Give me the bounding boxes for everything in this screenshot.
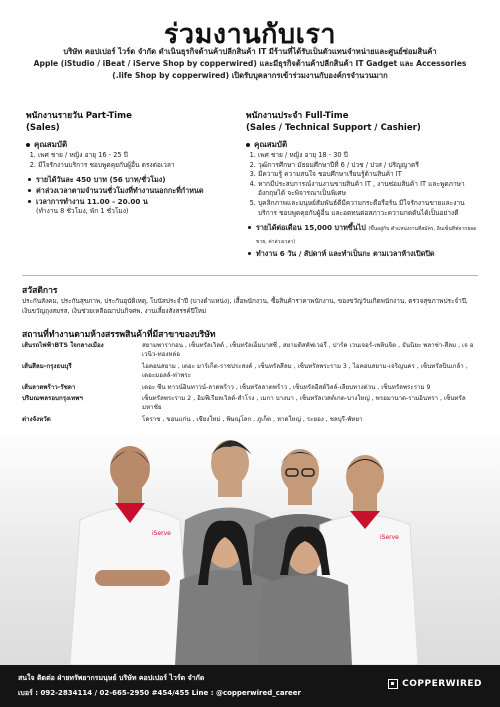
intro-line: (.life Shop by copperwired) เปิดรับบุคลากรเข้าร่วมงานกับองค์กรจำนวนมาก xyxy=(112,71,388,80)
location-row xyxy=(22,394,492,413)
location-zone: เส้นรถไฟฟ้าBTS ใจกลางเมือง xyxy=(22,342,104,349)
benefits-line: ประกันสังคม, ประกันสุขภาพ, ประกันอุบัติเหตุ, โบนัสประจำปี (บางตำแหน่ง), เสื้อพนักงาน, ซื้อสินค้าราคาพนักงาน, ของขวัญวันเกิดพนักงาน, ตรวจสุขภาพประจำปี, xyxy=(22,297,468,305)
location-branches: ไอคอนสยาม , เดอะ มาร์เก็ต-ราชประสงค์ , เซ็นทรัลสีลม , เซ็นทรัลพระราม 3 , ไอคอนสยาม-เจริญนคร , เซ็นทรัลปิ่นเกล้า , เดอะมอลล์-ท่าพระ xyxy=(142,362,468,380)
location-row xyxy=(22,362,492,381)
bullet-icon xyxy=(246,143,250,147)
contact-footer xyxy=(0,665,500,707)
location-branches: เซ็นทรัลพระราม 2 , อิมพีเรียลเวิลด์-สำโรง , เมกา บางนา , เซ็นทรัลเวสต์เกต-บางใหญ่ , พรอมานาด-รามอินทรา , เซ็นทรัลมหาชัย xyxy=(142,395,466,412)
team-member xyxy=(70,446,190,665)
full-time-column xyxy=(246,110,482,259)
location-branches: โคราช , ขอนแก่น , เชียงใหม่ , พิษณุโลก , ภูเก็ต , หาดใหญ่ , ระยอง , ชลบุรี-พัทยา xyxy=(142,415,363,423)
benefits-title: สวัสดิการ xyxy=(22,286,58,296)
location-zone: ปริมณฑลรอบกรุงเทพฯ xyxy=(22,395,83,403)
contact-text: สนใจ ติดต่อ ฝ่ายทรัพยากรมนุษย์ บริษัท คอปเปอร์ ไวร์ด จำกัด xyxy=(18,674,205,682)
intro-line: Apple (iStudio / iBeat / iServe Shop by copperwired) และมีธุรกิจด้านค้าปลีกสินค้า IT Gadget และ Accessories xyxy=(33,59,467,68)
perk-item: เวลาการทำงาน 11.00 - 20.00 น (ทำงาน 8 ชั่วโมง, พัก 1 ชั่วโมง) xyxy=(36,196,226,216)
part-time-column xyxy=(26,110,226,216)
part-time-perks xyxy=(26,174,226,216)
location-row xyxy=(22,415,492,424)
perk-item: ทำงาน 6 วัน / สัปดาห์ และทำเป็นกะ ตามเวลาห้างเปิดปิด xyxy=(256,248,482,259)
intro-line: บริษัท คอปเปอร์ ไวร์ด จำกัด ดำเนินธุรกิจด้านค้าปลีกสินค้า IT มีร้านที่ได้รับเป็นตัวแทนจำหน่ายและศูนย์ซ่อมสินค้า xyxy=(63,47,437,56)
locations-title: สถานที่ทำงานตามห้างสรรพสินค้าที่มีสาขาของบริษัท xyxy=(22,330,216,340)
requirement-item: 2. มีใจรักงานบริการ ชอบพูดคุยกับผู้อื่น ตรงต่อเวลา xyxy=(38,161,226,171)
location-zone: ต่างจังหวัด xyxy=(22,415,51,423)
brand-logo xyxy=(388,679,482,689)
benefits-text xyxy=(22,296,482,316)
location-branches: เดอะ ซีน ทาวน์อินทาวน์-ลาดพร้าว , เซ็นทรัลลาดพร้าว , เซ็นทรัลอีสต์วิลล์-เลียบทางด่วน , เซ็นทรัลพระราม 9 xyxy=(142,383,431,391)
location-row xyxy=(22,383,492,392)
section-divider xyxy=(22,275,478,276)
locations-table xyxy=(22,341,492,426)
brand-name: COPPERWIRED xyxy=(402,679,482,689)
perk-item: รายได้วันละ 450 บาท (56 บาท/ชั่วโมง) xyxy=(36,174,226,185)
full-time-requirements xyxy=(246,151,482,218)
perk-item: ค่าล่วงเวลาตามจำนวนชั่วโมงที่ทำงานนอกกะที่กำหนด xyxy=(36,185,226,196)
perk-note: (ขึ้นอยู่กับ ตำแหน่งงานที่สมัคร, อินเซ็นทีฟจากยอดขาย, ค่าล่วงเวลา) xyxy=(256,226,477,246)
perk-sub: (ทำงาน 8 ชั่วโมง, พัก 1 ชั่วโมง) xyxy=(36,207,129,216)
full-time-perks xyxy=(246,222,482,259)
benefits-line: เงินขวัญถุงสมรส, เงินช่วยเหลือฌาปนกิจศพ, งานเลี้ยงสังสรรค์ปีใหม่ xyxy=(22,307,207,315)
perk-item: รายได้ต่อเดือน 15,000 บาทขึ้นไป (ขึ้นอยู่กับ ตำแหน่งงานที่สมัคร, อินเซ็นทีฟจากยอดขาย, ค่าล่วงเวลา) xyxy=(256,222,482,248)
copperwired-logo-icon xyxy=(388,679,398,689)
location-zone: เส้นลาดพร้าว-รัชดา xyxy=(22,383,76,391)
part-time-subtitle: (Sales) xyxy=(26,123,60,133)
requirement-item: 1. เพศ ชาย / หญิง อายุ 18 - 30 ปี xyxy=(258,151,482,161)
requirement-item: 2. วุฒิการศึกษา มัธยมศึกษาปีที่ 6 / ปวช / ปวส / ปริญญาตรี xyxy=(258,161,482,171)
location-zone: เส้นสีลม-กรุงธนบุรี xyxy=(22,362,72,370)
full-time-qualification-heading: คุณสมบัติ xyxy=(246,139,482,150)
requirement-item: 4. หากมีประสบการณ์งานงานขายสินค้า IT , งานซ่อมสินค้า IT และพูดภาษาอังกฤษได้ จะพิจารณาเป็นพิเศษ xyxy=(258,180,482,199)
requirement-item: 1. เพศ ชาย / หญิง อายุ 16 - 25 ปี xyxy=(38,151,226,161)
page-title: ร่วมงานกับเรา xyxy=(163,19,337,50)
full-time-title: พนักงานประจำ Full-Time xyxy=(246,111,349,121)
part-time-title: พนักงานรายวัน Part-Time xyxy=(26,111,132,121)
shirt-logo: iServe xyxy=(380,534,399,541)
team-photo xyxy=(0,425,500,665)
shirt-logo: iServe xyxy=(152,530,171,537)
location-row xyxy=(22,341,492,360)
requirement-item: 5. บุคลิกภาพและมนุษย์สัมพันธ์ดีมีความกระตือรือร้น มีใจรักงานขายและงานบริการ ชอบพูดคุยกับผู้อื่น และอดทนต่อสภาวะความกดดันได้เป็นอย่างดี xyxy=(258,199,482,218)
company-intro xyxy=(30,46,470,82)
bullet-icon xyxy=(26,143,30,147)
part-time-requirements xyxy=(26,151,226,170)
team-illustration xyxy=(0,425,500,665)
contact-phone-line: เบอร์ : 092-2834114 / 02-665-2950 #454/455 Line : @copperwired_career xyxy=(18,689,301,697)
requirement-item: 3. มีความรู้ ความสนใจ ชอบศึกษาเรียนรู้ด้านสินค้า IT xyxy=(258,170,482,180)
location-branches: สยามพารากอน , เซ็นทรัลเวิลด์ , เซ็นทรัลเอ็มบาสซี่ , สยามดิสคัฟเวอรี่ , ปาร์ค เวนเจอร์-เพลินจิต , ธันนิยะ พลาซ่า-สีลม , เจ อเวนิว-ทองหล่อ xyxy=(142,342,474,359)
part-time-qualification-heading: คุณสมบัติ xyxy=(26,139,226,150)
full-time-subtitle: (Sales / Technical Support / Cashier) xyxy=(246,123,421,133)
